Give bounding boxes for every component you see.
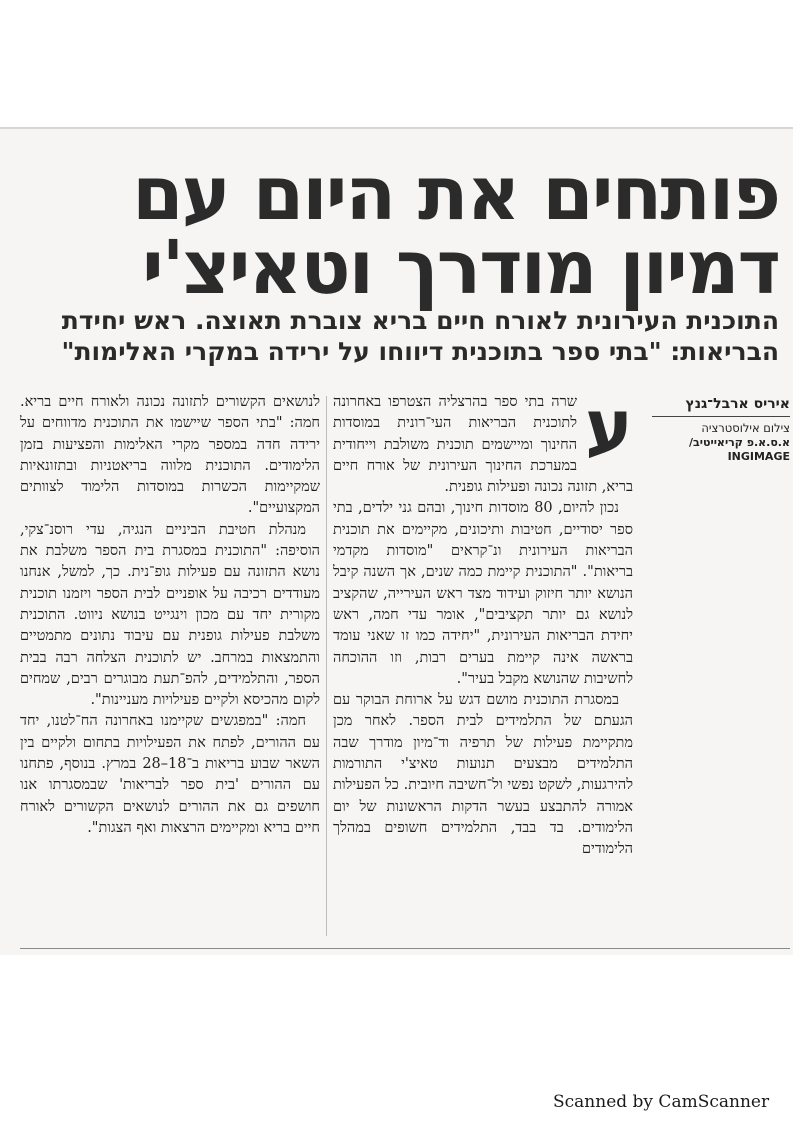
article-column-right [333, 384, 633, 861]
paragraph: נכון להיום, 80 מוסדות חינוך, ובהם גני ילדים, בתי ספר יסודיים, חטיבות ותיכונים, מקיימים את תוכנית הבריאות העירונית ונ־קראים "מוסדות מקדמי בריאות". "התוכנית קיימת כמה שנים, אך השנה קיבל הנושא יותר חיזוק ועידוד מצד ראש העירייה, שהקציב לנושא גם יותר תקציבים", אומר עדי חמה, ראש יחידת הבריאות העירונית, "יחידה כמו זו שאני עומד בראשה אינה קיימת בערים רבות, וזו ההוכחה לחשיבות שהנושא מקבל בעיר". [333, 500, 633, 687]
column-divider [326, 396, 327, 936]
subheadline-line-1: התוכנית העירונית לאורח חיים בריא צוברת תאוצה. ראש יחידת [61, 306, 779, 335]
article-column-left [20, 392, 320, 839]
photo-agency-2: INGIMAGE [727, 450, 790, 463]
paragraph: חמה: "במפגשים שקיימנו באחרונה הח־לטנו, יחד עם ההורים, לפתח את הפעילויות בתחום ולקיים בין השאר שבוע בריאות ב־18–28 במרץ. בנוסף, פתחנו עם ההורים 'בית ספר לבריאות' שבמסגרתו אנו חושפים גם את ההורים לנושאים הקשורים לאורח חיים בריא ומקיימים הרצאות ואף הצגות". [20, 713, 320, 836]
headline-line-2: דמיון מודרך וטאיצ'י [142, 225, 779, 311]
bottom-rule [20, 948, 790, 949]
paragraph: שרה בתי ספר בהרצליה הצטרפו באחרונה לתוכנית הבריאות העי־רונית במוסדות החינוך ומיישמים תוכנית משולבת וייחודית במערכת החינוך העירונית של אורח חיים בריא, תזונה נכונה ופעילות גופנית. [333, 394, 633, 496]
byline [652, 396, 790, 464]
photo-agency: א.ס.א.פ קריאייטיב/ [689, 436, 790, 449]
photo-credit: צילום אילוסטרציה [701, 421, 790, 435]
clipping-edge [0, 127, 793, 129]
paragraph: במסגרת התוכנית מושם דגש על ארוחת הבוקר עם הגעתם של התלמידים לבית הספר. לאחר מכן מתקיימת פעילות של תרפיה וד־מיון מודרך שבה התלמידים מבצעים תנועות טאיצ'י התורמות להירגעות, לשקט נפשי ול־חשיבה חיובית. כל הפעילות אמורה להתבצע בעשר הדקות הראשונות של יום הלימודים. בד בבד, התלמידים חשופים במהלך הלימודים [333, 692, 633, 858]
author-name: איריס ארבל־גנץ [652, 396, 790, 417]
headline-line-1: פותחים את היום עם [132, 151, 779, 237]
paragraph: לנושאים הקשורים לתזונה נכונה ולאורח חיים בריא. חמה: "בתי הספר שיישמו את התוכנית מדווחים על ירידה חדה במספר מקרי האלימות והפציעות בזמן הלימודים. התוכנית מלווה בריאטניות ובתזונאיות שמקיימות הכשרות במוסדות הלימוד לצוותים המקצועיים". [20, 394, 320, 517]
scanner-watermark: Scanned by CamScanner [553, 1092, 770, 1112]
subheadline-line-2: הבריאות: "בתי ספר בתוכנית דיווחו על ירידה במקרי האלימות" [61, 337, 779, 366]
drop-cap: ע [585, 384, 633, 468]
paragraph: מנהלת חטיבת הביניים הנגיה, עדי רוסנ־צקי, הוסיפה: "התוכנית במסגרת בית הספר משלבת את נושא התזונה עם פעילות גופ־נית. כך, למשל, אנחנו מעודדים רכיבה על אופניים לבית הספר ויזמנו תוכנית מקורית יחד עם מכון וינגייט בנושא ניווט. התוכנית משלבת פעילות גופנית עם עיבוד נתונים מתמטיים והתמצאות במרחב. יש לתוכנית הצלחה רבה בבית הספר, והתלמידים, להפ־תעת מבוגרים רבים, שמחים לקום מהכיסא ולקיים פעילויות מעניינות". [20, 521, 320, 709]
